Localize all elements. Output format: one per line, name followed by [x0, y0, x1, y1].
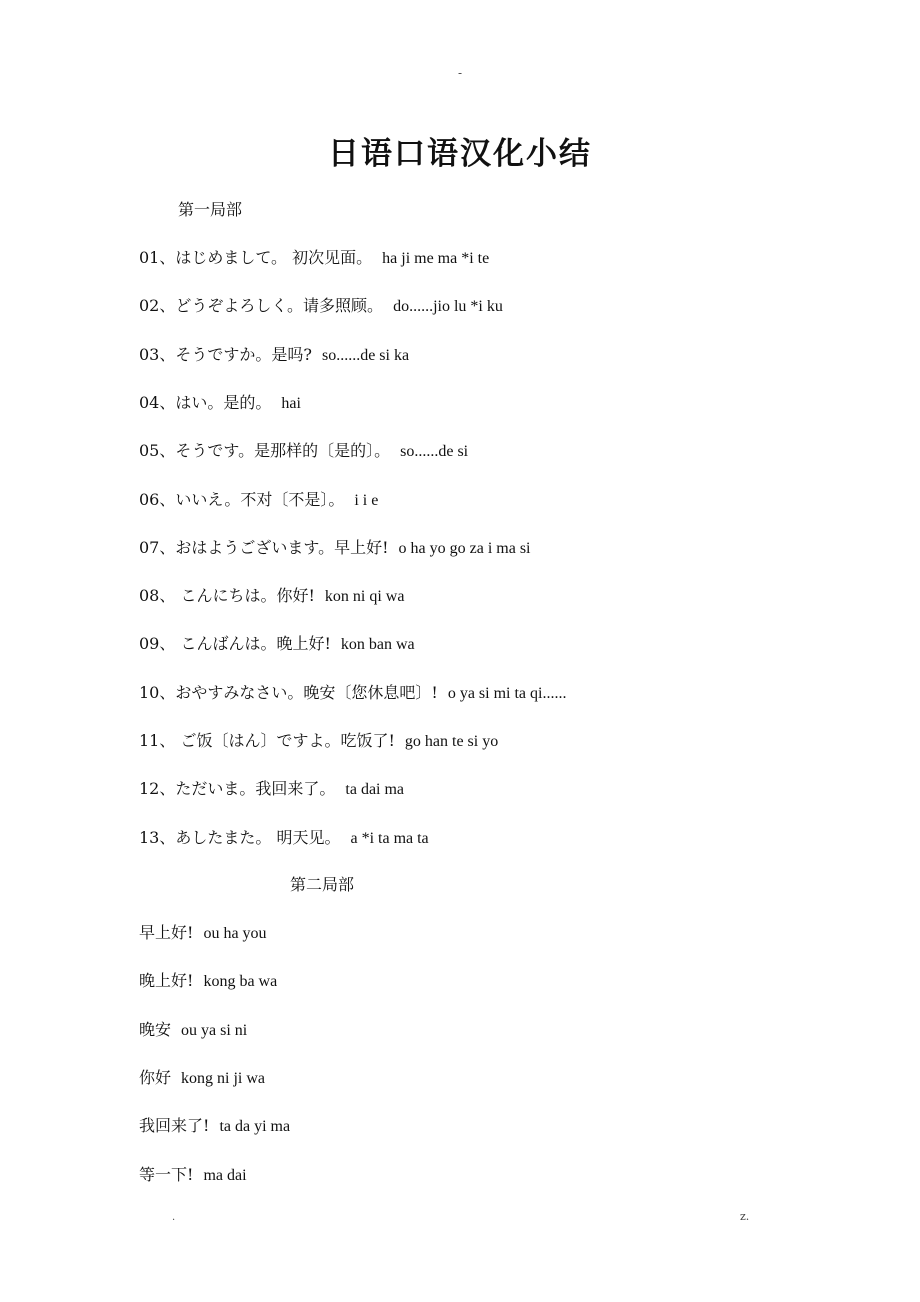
chinese-text: 晚安	[139, 1019, 172, 1039]
chinese-text: 晚上好!	[276, 634, 331, 654]
phrase-line	[139, 538, 531, 559]
japanese-text: 10、おやすみなさい。	[139, 682, 304, 702]
romaji-text: ha ji me ma *i te	[382, 250, 490, 267]
chinese-text: 早上好!	[139, 923, 194, 942]
japanese-text: 07、おはようございます。	[139, 537, 335, 557]
phrase-line	[139, 731, 498, 752]
chinese-text: 你好	[139, 1067, 172, 1087]
japanese-text: 06、いいえ。	[139, 489, 241, 509]
phrase-line	[139, 1116, 290, 1137]
romaji-text: ta dai ma	[345, 781, 405, 799]
chinese-text: 早上好!	[334, 537, 389, 557]
phrase-line	[139, 248, 489, 269]
chinese-text: 我回来了。	[255, 779, 336, 799]
chinese-text: 晚安〔您休息吧〕!	[303, 682, 438, 702]
chinese-text: 是吗?	[271, 344, 312, 364]
phrase-line	[139, 1068, 265, 1089]
chinese-text: 不对〔不是〕。	[240, 489, 345, 509]
japanese-text: 01、はじめまして。	[139, 248, 288, 267]
romaji-text: ou ya si ni	[181, 1021, 248, 1039]
chinese-text: 明天见。	[271, 827, 341, 847]
chinese-text: 我回来了!	[139, 1116, 210, 1136]
romaji-text: a *i ta ma ta	[350, 829, 429, 847]
section-heading-2: 第二局部	[290, 875, 355, 894]
footer-right: z.	[740, 1210, 750, 1223]
phrase-line	[139, 923, 267, 944]
japanese-text: 03、そうですか。	[139, 344, 272, 364]
romaji-text: kong ni ji wa	[181, 1069, 266, 1087]
header-mark: -	[457, 66, 463, 80]
chinese-text: 晚上好!	[139, 971, 194, 991]
japanese-text: 08、 こんにちは。	[139, 586, 277, 606]
chinese-text: 你好!	[276, 586, 315, 606]
chinese-text: 吃饭了!	[340, 731, 395, 750]
romaji-text: go han te si yo	[404, 733, 499, 750]
phrase-line	[139, 634, 415, 655]
romaji-text: ma dai	[203, 1166, 247, 1184]
chinese-text: 是那样的〔是的〕。	[254, 441, 391, 461]
romaji-text: kon ni qi wa	[324, 588, 405, 606]
japanese-text: 04、はい。	[139, 392, 224, 412]
phrase-line	[139, 683, 566, 704]
phrase-line	[139, 345, 409, 366]
phrase-line	[139, 828, 429, 849]
phrase-line	[139, 971, 277, 992]
romaji-text: i i e	[354, 491, 379, 509]
phrase-line	[139, 441, 468, 462]
page-title: 日语口语汉化小结	[328, 136, 592, 172]
section-heading-1: 第一局部	[178, 200, 243, 219]
phrase-line	[139, 393, 301, 414]
japanese-text: 11、 ご饭〔はん〕ですよ。	[139, 731, 341, 750]
footer-left: .	[172, 1212, 176, 1223]
japanese-text: 02、どうぞよろしく。	[139, 296, 304, 316]
phrase-line	[139, 1020, 247, 1041]
romaji-text: so......de si	[400, 443, 469, 461]
phrase-line	[139, 1165, 247, 1186]
japanese-text: 12、ただいま。	[139, 779, 256, 799]
chinese-text: 初次见面。	[287, 248, 373, 267]
romaji-text: o ha yo go za i ma si	[398, 539, 531, 557]
japanese-text: 05、そうです。	[139, 441, 255, 461]
romaji-text: ta da yi ma	[219, 1118, 291, 1136]
romaji-text: hai	[281, 394, 301, 412]
romaji-text: kong ba wa	[203, 973, 278, 991]
romaji-text: ou ha you	[203, 925, 267, 942]
phrase-line	[139, 779, 404, 800]
japanese-text: 09、 こんばんは。	[139, 634, 277, 654]
phrase-line	[139, 490, 378, 511]
romaji-text: o ya si mi ta qi......	[447, 684, 567, 702]
romaji-text: kon ban wa	[340, 636, 415, 654]
phrase-line	[139, 296, 503, 317]
romaji-text: do......jio lu *i ku	[393, 298, 503, 316]
chinese-text: 等一下!	[139, 1164, 194, 1184]
chinese-text: 请多照顾。	[303, 296, 384, 316]
chinese-text: 是的。	[223, 392, 272, 412]
romaji-text: so......de si ka	[321, 346, 410, 364]
phrase-line	[139, 586, 404, 607]
japanese-text: 13、あしたまた。	[139, 827, 272, 847]
